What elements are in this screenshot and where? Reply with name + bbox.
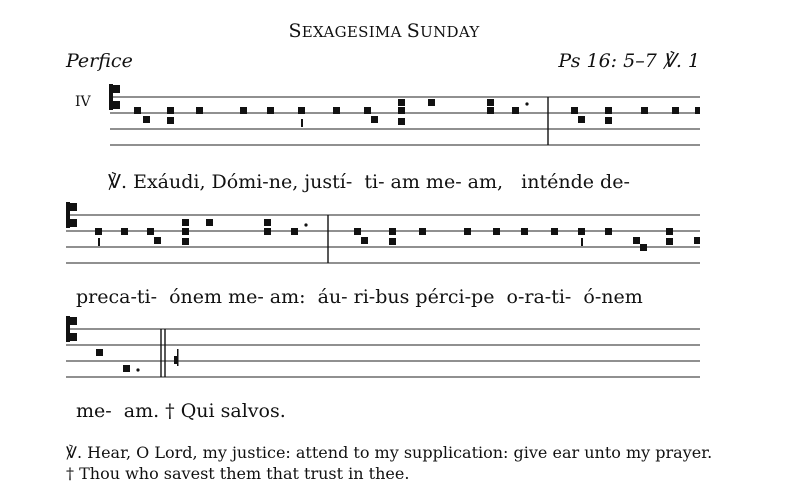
translation-line-2: † Thou who savest them that trust in thee. <box>66 464 410 483</box>
lyric-line-1: ℣. Exáudi, Dómi-ne, justí- ti- am me- am, inténde de- <box>108 171 630 193</box>
staff-system-2 <box>66 215 700 263</box>
page-title: SEXAGESIMA SUNDAY <box>288 20 480 42</box>
custos-icon <box>174 349 179 366</box>
double-bar-line <box>161 329 165 377</box>
mode-label: IV <box>75 94 91 110</box>
neumes-system-3 <box>96 349 140 372</box>
chant-incipit: Perfice <box>66 50 133 72</box>
neumes-system-2 <box>95 219 700 251</box>
lyric-line-3: me- am. † Qui salvos. <box>76 400 286 422</box>
translation-line-1: ℣. Hear, O Lord, my justice: attend to my supplication: give ear unto my prayer. <box>66 443 713 462</box>
psalm-reference: Ps 16: 5–7 ℣. 1 <box>558 50 700 72</box>
lyric-line-2: preca-ti- ónem me- am: áu- ri-bus pérci-pe o-ra-ti- ó-nem <box>76 286 643 308</box>
